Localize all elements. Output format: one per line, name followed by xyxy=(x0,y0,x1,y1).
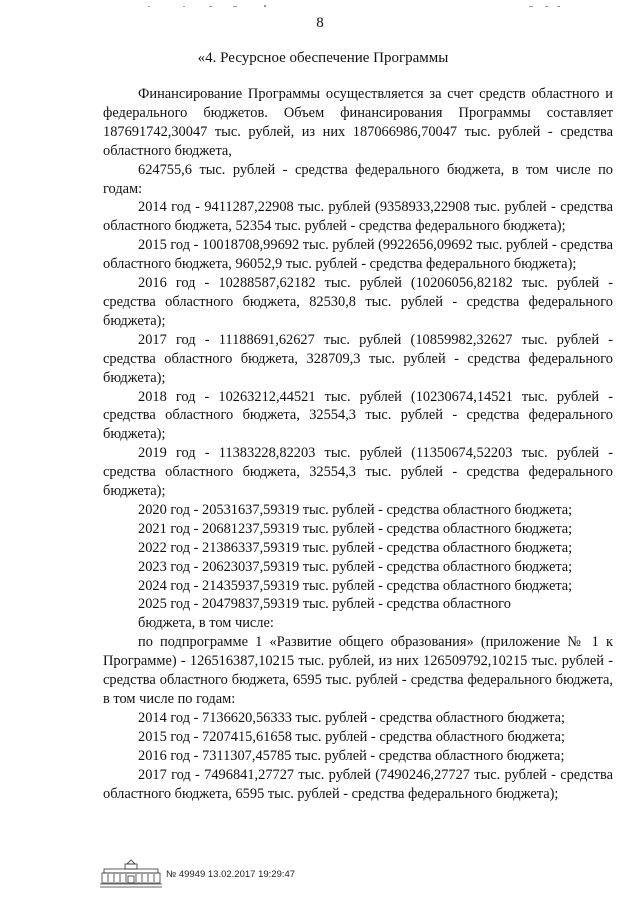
year-paragraph: 2018 год - 10263212,44521 тыс. рублей (10230674,14521 тыс. рублей - средства областного бюджета, 32554,3 тыс. рублей - средства федерального бюджета); xyxy=(103,388,613,443)
footer xyxy=(100,858,520,890)
year-line: 2023 год - 20623037,59319 тыс. рублей - средства областного бюджета; xyxy=(138,558,573,575)
section-title: «4. Ресурсное обеспечение Программы xyxy=(197,50,449,66)
paragraph-subprogram-1: по подпрограмме 1 «Развитие общего образования» (приложение № 1 к Программе) - 126516387,10215 тыс. рублей, из них 126509792,10215 тыс. рублей - средства областного бюджета, 6595 тыс. рублей - средства федерального бюджета, в том числе по годам: xyxy=(103,634,613,707)
subprogram-year-paragraph: 2017 год - 7496841,27727 тыс. рублей (7490246,27727 тыс. рублей - средства областного бюджета, 6595 тыс. рублей - средства федерального бюджета); xyxy=(103,766,613,802)
registration-stamp: № 49949 13.02.2017 19:29:47 xyxy=(166,869,296,880)
year-paragraph: 2017 год - 11188691,62627 тыс. рублей (10859982,32627 тыс. рублей - средства областного бюджета, 328709,3 тыс. рублей - средства федерального бюджета); xyxy=(103,331,613,386)
year-paragraph: 2015 год - 10018708,99692 тыс. рублей (9922656,09692 тыс. рублей - средства областного бюджета, 96052,9 тыс. рублей - средства федерального бюджета); xyxy=(103,237,614,273)
scan-marks xyxy=(0,4,640,10)
document-body xyxy=(103,85,613,803)
subprogram-year-line: 2016 год - 7311307,45785 тыс. рублей - средства областного бюджета; xyxy=(138,747,565,764)
year-line: 2024 год - 21435937,59319 тыс. рублей - средства областного бюджета; xyxy=(138,577,573,594)
paragraph-federal: 624755,6 тыс. рублей - средства федерального бюджета, в том числе по годам: xyxy=(103,161,613,197)
page-number: 8 xyxy=(316,15,324,31)
paragraph-intro: Финансирование Программы осуществляется за счет средств областного и федерального бюджетов. Объем финансирования Программы составляет 187691742,30047 тыс. рублей, из них 187066986,70047 тыс. рублей - средства областного бюджета, xyxy=(103,86,613,159)
year-paragraph: 2014 год - 9411287,22908 тыс. рублей (9358933,22908 тыс. рублей - средства областного бюджета, 52354 тыс. рублей - средства федерального бюджета); xyxy=(103,199,613,235)
building-logo-icon xyxy=(100,858,162,890)
subprogram-year-line: 2015 год - 7207415,61658 тыс. рублей - средства областного бюджета; xyxy=(138,728,565,745)
year-paragraph: 2019 год - 11383228,82203 тыс. рублей (11350674,52203 тыс. рублей - средства областного бюджета, 32554,3 тыс. рублей - средства федерального бюджета); xyxy=(103,445,613,500)
year-line: 2022 год - 21386337,59319 тыс. рублей - средства областного бюджета; xyxy=(138,539,573,556)
year-line: 2025 год - 20479837,59319 тыс. рублей - средства областного xyxy=(138,596,511,613)
year-paragraph: 2016 год - 10288587,62182 тыс. рублей (10206056,82182 тыс. рублей - средства областного бюджета, 82530,8 тыс. рублей - средства федерального бюджета); xyxy=(103,275,613,329)
subprogram-year-line: 2014 год - 7136620,56333 тыс. рублей - средства областного бюджета; xyxy=(138,709,565,726)
year-line-continuation: бюджета, в том числе: xyxy=(138,615,274,632)
year-line: 2020 год - 20531637,59319 тыс. рублей - средства областного бюджета; xyxy=(138,501,573,518)
year-line: 2021 год - 20681237,59319 тыс. рублей - средства областного бюджета; xyxy=(138,520,573,537)
